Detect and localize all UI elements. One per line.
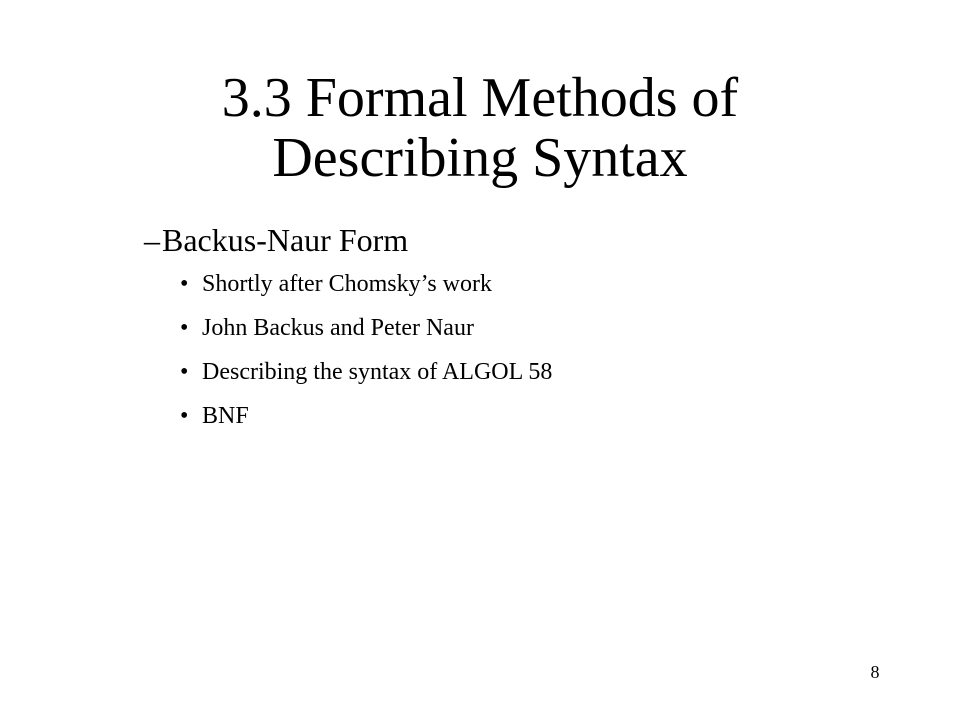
list-item xyxy=(180,356,552,389)
bullet-text: Shortly after Chomsky’s work xyxy=(202,271,492,297)
bullet-marker: • xyxy=(180,359,189,385)
bullet-marker: • xyxy=(180,315,189,341)
slide-title-line-1: 3.3 Formal Methods of xyxy=(221,67,739,129)
bullet-text: BNF xyxy=(202,403,249,429)
dash-marker: – xyxy=(144,222,160,258)
bullet-list xyxy=(180,268,552,444)
subheading-text: Backus-Naur Form xyxy=(162,222,409,258)
list-item xyxy=(180,400,552,433)
list-item xyxy=(180,312,552,345)
slide-title xyxy=(0,68,960,188)
page-number: 8 xyxy=(870,662,880,682)
bullet-marker: • xyxy=(180,403,189,429)
bullet-text: Describing the syntax of ALGOL 58 xyxy=(202,359,553,385)
bullet-text: John Backus and Peter Naur xyxy=(202,315,474,341)
bullet-marker: • xyxy=(180,271,189,297)
subheading xyxy=(144,218,408,262)
list-item xyxy=(180,268,552,301)
slide-title-line-2: Describing Syntax xyxy=(272,127,688,189)
